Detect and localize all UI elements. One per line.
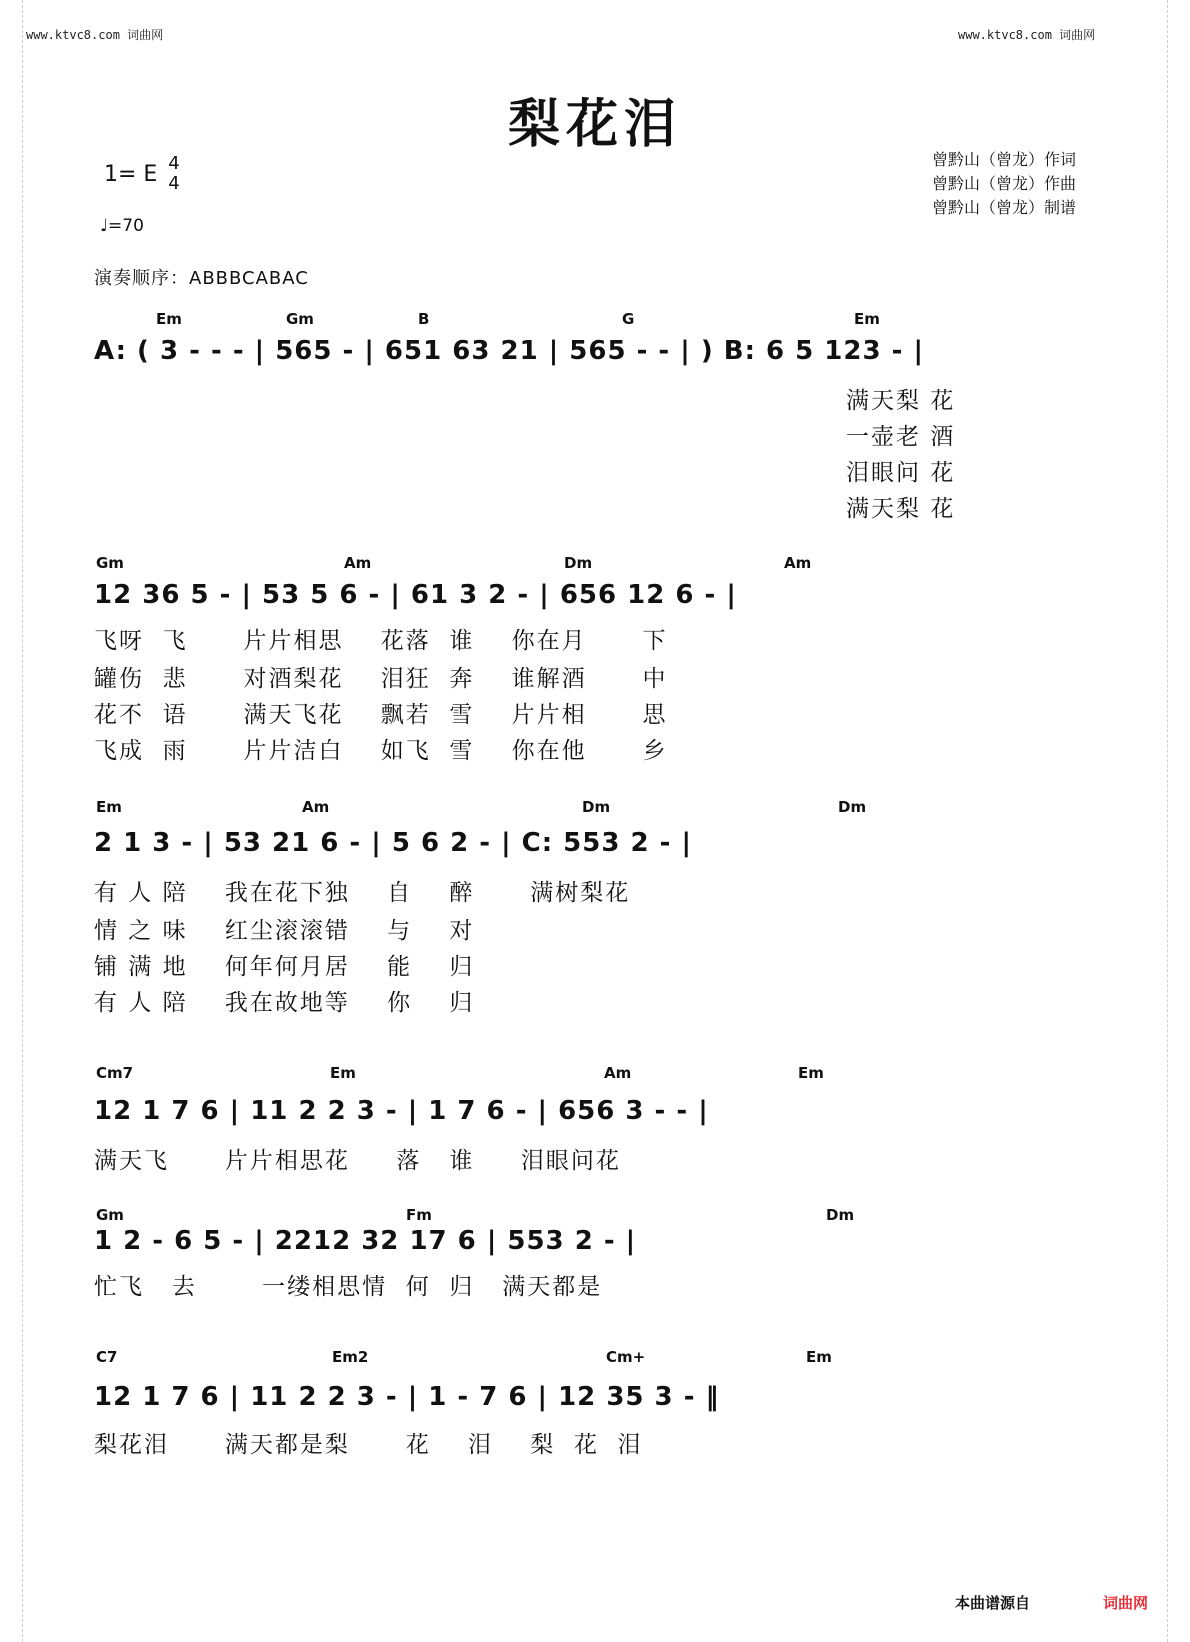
lyric-line: 满天梨 花 [846,496,956,522]
lyric-line: 飞呀 飞 片片相思 花落 谁 你在月 下 [94,628,668,654]
score-system-1 [94,310,1094,530]
lyric-line: 飞成 雨 片片洁白 如飞 雪 你在他 乡 [94,738,668,764]
chord: Dm [582,798,611,816]
notation-line: 12 36 5 - | 53 5 6 - | 61 3 2 - | 656 12 6 - | [94,580,737,610]
chord: G [622,310,635,328]
chord: Am [302,798,330,816]
chord: C7 [96,1348,118,1366]
chord: Am [604,1064,632,1082]
time-denominator: 4 [168,173,180,194]
credit-music: 曾黔山（曾龙）作曲 [932,174,1077,193]
lyric-line: 花不 语 满天飞花 飘若 雪 片片相 思 [94,702,668,728]
chord: Gm [96,1206,124,1224]
time-signature [166,154,182,194]
lyric-line: 满天梨 花 [846,388,956,414]
footer-brand-logo: 词曲网 [1103,1594,1149,1612]
chord: Gm [286,310,314,328]
lyric-line: 梨花泪 满天都是梨 花 泪 梨 花 泪 [94,1432,643,1458]
chord: Em [854,310,880,328]
notation-line: 12 1 7 6 | 11 2 2 3 - | 1 7 6 - | 656 3 - - | [94,1096,709,1126]
chord: Em [806,1348,832,1366]
song-title: 梨花泪 [507,95,682,155]
lyric-line: 一壶老 酒 [846,424,956,450]
lyric-line: 满天飞 片片相思花 落 谁 泪眼问花 [94,1148,621,1174]
chord: Am [344,554,372,572]
chord: Cm+ [606,1348,646,1366]
watermark-left: www.ktvc8.com 词曲网 [26,28,164,42]
lyric-line: 有 人 陪 我在故地等 你 归 [94,990,475,1016]
chord: Dm [564,554,593,572]
chord: Am [784,554,812,572]
watermark-right: www.ktvc8.com 词曲网 [958,28,1096,42]
chord: Gm [96,554,124,572]
lyric-line: 泪眼问 花 [846,460,956,486]
lyric-line: 情 之 味 红尘滚滚错 与 对 [94,918,475,944]
time-numerator: 4 [168,153,180,174]
chord: Em2 [332,1348,369,1366]
performance-order: 演奏顺序：ABBBCABAC [94,268,309,289]
credit-score: 曾黔山（曾龙）制谱 [932,198,1077,217]
lyric-line: 罐伤 悲 对酒梨花 泪狂 奔 谁解酒 中 [94,666,668,692]
score-system-5 [94,1206,1094,1316]
chord: Dm [826,1206,855,1224]
notation-line: A: ( 3 - - - | 565 - | 651 63 21 | 565 - - | ) B: 6 5 123 - | [94,336,924,366]
chord: Dm [838,798,867,816]
footer-source-label: 本曲谱源自 [955,1594,1031,1612]
credit-lyrics: 曾黔山（曾龙）作词 [932,150,1077,169]
right-margin-strip [1167,0,1190,1642]
chord: Em [798,1064,824,1082]
key-signature: 1= E [104,162,158,187]
score-system-2 [94,554,1094,774]
notation-line: 2 1 3 - | 53 21 6 - | 5 6 2 - | C: 553 2 - | [94,828,692,858]
left-margin-strip [0,0,23,1642]
chord: Fm [406,1206,432,1224]
score-system-3 [94,798,1094,1028]
lyric-line: 有 人 陪 我在花下独 自 醉 满树梨花 [94,880,631,906]
notation-line: 1 2 - 6 5 - | 2212 32 17 6 | 553 2 - | [94,1226,637,1256]
notation-line: 12 1 7 6 | 11 2 2 3 - | 1 - 7 6 | 12 35 3 - ‖ [94,1382,720,1412]
score-system-6 [94,1348,1094,1468]
chord: Em [156,310,182,328]
lyric-line: 忙飞 去 一缕相思情 何 归 满天都是 [94,1274,603,1300]
chord: Em [330,1064,356,1082]
chord: Em [96,798,122,816]
score-system-4 [94,1064,1094,1174]
chord: B [418,310,430,328]
lyric-line: 铺 满 地 何年何月居 能 归 [94,954,475,980]
credits [932,148,1076,220]
tempo-mark: ♩=70 [100,216,144,236]
chord: Cm7 [96,1064,134,1082]
